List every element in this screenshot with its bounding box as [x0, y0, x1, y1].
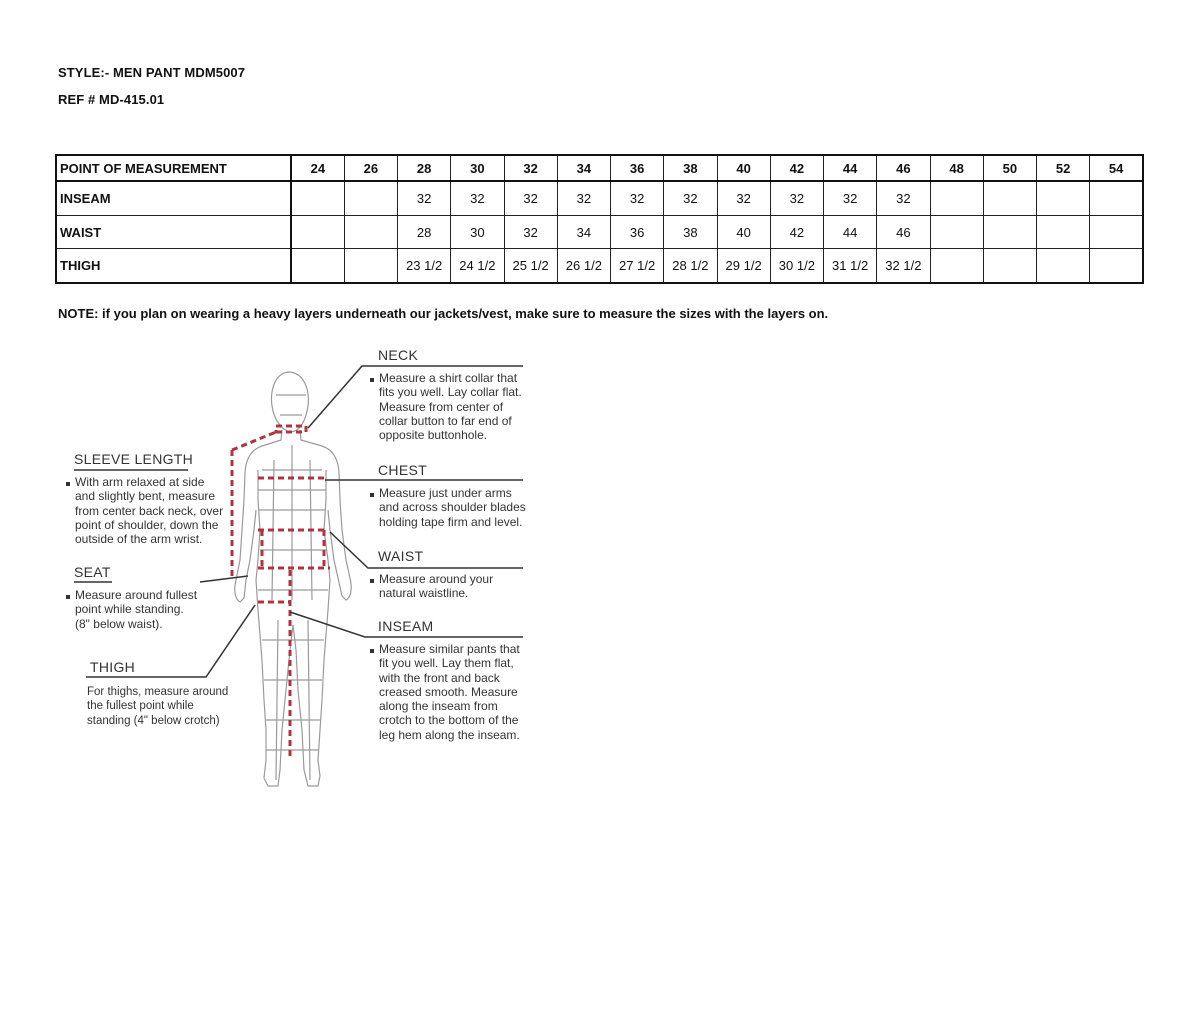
- size-header-row: [56, 155, 1143, 181]
- measurement-cell: 28 1/2: [664, 249, 717, 283]
- measurement-cell: 27 1/2: [611, 249, 664, 283]
- inseam-instructions: [379, 642, 520, 742]
- measurement-cell: 31 1/2: [824, 249, 877, 283]
- column-header-point-of-measurement: POINT OF MEASUREMENT: [56, 155, 291, 181]
- size-chart-table: [55, 154, 1144, 284]
- size-header: 46: [877, 155, 930, 181]
- bullet-icon: [370, 378, 374, 382]
- row-label: THIGH: [56, 249, 291, 283]
- measurement-cell: 46: [877, 215, 930, 249]
- sleeve-instruction-line: outside of the arm wrist.: [75, 532, 203, 547]
- seat-title: SEAT: [74, 564, 111, 580]
- inseam-instruction-line: leg hem along the inseam.: [379, 727, 520, 742]
- size-header: 48: [930, 155, 983, 181]
- size-header: 44: [824, 155, 877, 181]
- measurement-cell: 32 1/2: [877, 249, 930, 283]
- sleeve-length-title: SLEEVE LENGTH: [74, 451, 194, 467]
- size-header: 30: [451, 155, 504, 181]
- measurement-cell: 32: [877, 181, 930, 215]
- size-header: 42: [770, 155, 823, 181]
- thigh-instruction-line: standing (4" below crotch): [87, 714, 220, 727]
- sleeve-length-instructions: [75, 475, 223, 546]
- seat-instruction-line: (8" below waist).: [75, 616, 163, 631]
- measurement-cell: 26 1/2: [557, 249, 610, 283]
- measurement-cell: 36: [611, 215, 664, 249]
- inseam-instruction-line: fit you well. Lay them flat,: [379, 656, 514, 671]
- measurement-lines: [232, 426, 330, 758]
- bullet-icon: [370, 579, 374, 583]
- measurement-cell: 32: [557, 181, 610, 215]
- reference-number: REF # MD-415.01: [58, 92, 165, 107]
- measurement-cell: [344, 181, 397, 215]
- size-header: 32: [504, 155, 557, 181]
- neck-instruction-line: Measure a shirt collar that: [379, 371, 518, 385]
- measurement-cell: 30: [451, 215, 504, 249]
- measurement-cell: 32: [824, 181, 877, 215]
- measurement-cell: 32: [504, 215, 557, 249]
- inseam-title: INSEAM: [378, 618, 434, 634]
- table-row: [56, 215, 1143, 249]
- size-header: 36: [611, 155, 664, 181]
- size-header: 26: [344, 155, 397, 181]
- size-header: 24: [291, 155, 344, 181]
- row-label: INSEAM: [56, 181, 291, 215]
- measurement-cell: 32: [770, 181, 823, 215]
- measurement-cell: 42: [770, 215, 823, 249]
- measurement-cell: 32: [717, 181, 770, 215]
- measurement-cell: 30 1/2: [770, 249, 823, 283]
- measurement-cell: [983, 215, 1036, 249]
- measurement-cell: [1090, 215, 1143, 249]
- measurement-cell: [1090, 249, 1143, 283]
- neck-instruction-line: opposite buttonhole.: [379, 428, 488, 443]
- size-header: 38: [664, 155, 717, 181]
- inseam-instruction-line: along the inseam from: [379, 699, 498, 714]
- waist-instruction-line: Measure around your: [379, 572, 494, 586]
- seat-instruction-line: point while standing.: [75, 602, 184, 617]
- measurement-cell: [291, 181, 344, 215]
- waist-instruction-line: natural waistline.: [379, 586, 469, 601]
- inseam-instruction-line: Measure similar pants that: [379, 642, 520, 656]
- measurement-cell: 23 1/2: [398, 249, 451, 283]
- chest-instruction-line: holding tape firm and level.: [379, 514, 523, 529]
- size-header: 28: [398, 155, 451, 181]
- size-header: 54: [1090, 155, 1143, 181]
- chest-instructions: [379, 486, 526, 529]
- measurement-cell: [291, 249, 344, 283]
- chest-instruction-line: and across shoulder blades: [379, 500, 526, 515]
- waist-instructions: [379, 572, 493, 601]
- measurement-cell: [930, 249, 983, 283]
- neck-title: NECK: [378, 347, 419, 363]
- measurement-cell: 40: [717, 215, 770, 249]
- row-label: WAIST: [56, 215, 291, 249]
- size-header: 50: [983, 155, 1036, 181]
- measurement-cell: 32: [611, 181, 664, 215]
- thigh-instruction-line: For thighs, measure around: [87, 686, 229, 698]
- bullet-icon: [66, 482, 70, 486]
- inseam-instruction-line: crotch to the bottom of the: [379, 713, 519, 728]
- measurement-cell: 38: [664, 215, 717, 249]
- measurement-cell: [1037, 181, 1090, 215]
- measurement-cell: [930, 181, 983, 215]
- bullet-icon: [66, 595, 70, 599]
- body-figure: [235, 372, 351, 786]
- neck-instruction-line: collar button to far end of: [379, 413, 512, 428]
- measurement-cell: [1037, 249, 1090, 283]
- thigh-title: THIGH: [90, 659, 136, 675]
- table-row: [56, 181, 1143, 215]
- bullet-icon: [370, 493, 374, 497]
- measurement-cell: 29 1/2: [717, 249, 770, 283]
- measurement-cell: [1090, 181, 1143, 215]
- style-title: STYLE:- MEN PANT MDM5007: [58, 65, 246, 80]
- size-header: 40: [717, 155, 770, 181]
- measurement-cell: 32: [398, 181, 451, 215]
- seat-instruction-line: Measure around fullest: [75, 588, 198, 602]
- sleeve-instruction-line: from center back neck, over: [75, 503, 224, 518]
- size-header: 34: [557, 155, 610, 181]
- chest-title: CHEST: [378, 462, 427, 478]
- measurement-cell: [1037, 215, 1090, 249]
- table-row: [56, 249, 1143, 283]
- measurement-cell: 25 1/2: [504, 249, 557, 283]
- thigh-instruction-line: the fullest point while: [87, 700, 194, 713]
- seat-instructions: [75, 588, 197, 631]
- measurement-cell: [983, 249, 1036, 283]
- measurement-cell: 44: [824, 215, 877, 249]
- measurement-cell: [344, 215, 397, 249]
- size-header: 52: [1037, 155, 1090, 181]
- measurement-cell: 32: [504, 181, 557, 215]
- measurement-cell: 32: [451, 181, 504, 215]
- measurement-cell: [344, 249, 397, 283]
- measurement-cell: 32: [664, 181, 717, 215]
- inseam-instruction-line: with the front and back: [379, 670, 500, 685]
- measurement-cell: [930, 215, 983, 249]
- measurement-cell: 28: [398, 215, 451, 249]
- measurement-cell: [291, 215, 344, 249]
- layering-note: NOTE: if you plan on wearing a heavy layers underneath our jackets/vest, make sure to measure the sizes with the layers on.: [58, 306, 829, 321]
- sleeve-instruction-line: and slightly bent, measure: [75, 489, 216, 504]
- inseam-instruction-line: creased smooth. Measure: [379, 684, 518, 699]
- bullet-icon: [370, 649, 374, 653]
- neck-instruction-line: fits you well. Lay collar flat.: [379, 385, 522, 400]
- neck-instructions: [379, 371, 522, 442]
- measurement-cell: 24 1/2: [451, 249, 504, 283]
- sleeve-instruction-line: With arm relaxed at side: [75, 475, 205, 489]
- measurement-cell: 34: [557, 215, 610, 249]
- thigh-instructions: [87, 685, 228, 728]
- neck-instruction-line: Measure from center of: [379, 399, 504, 414]
- chest-instruction-line: Measure just under arms: [379, 486, 512, 500]
- waist-title: WAIST: [378, 548, 424, 564]
- measurement-cell: [983, 181, 1036, 215]
- sleeve-instruction-line: point of shoulder, down the: [75, 517, 219, 532]
